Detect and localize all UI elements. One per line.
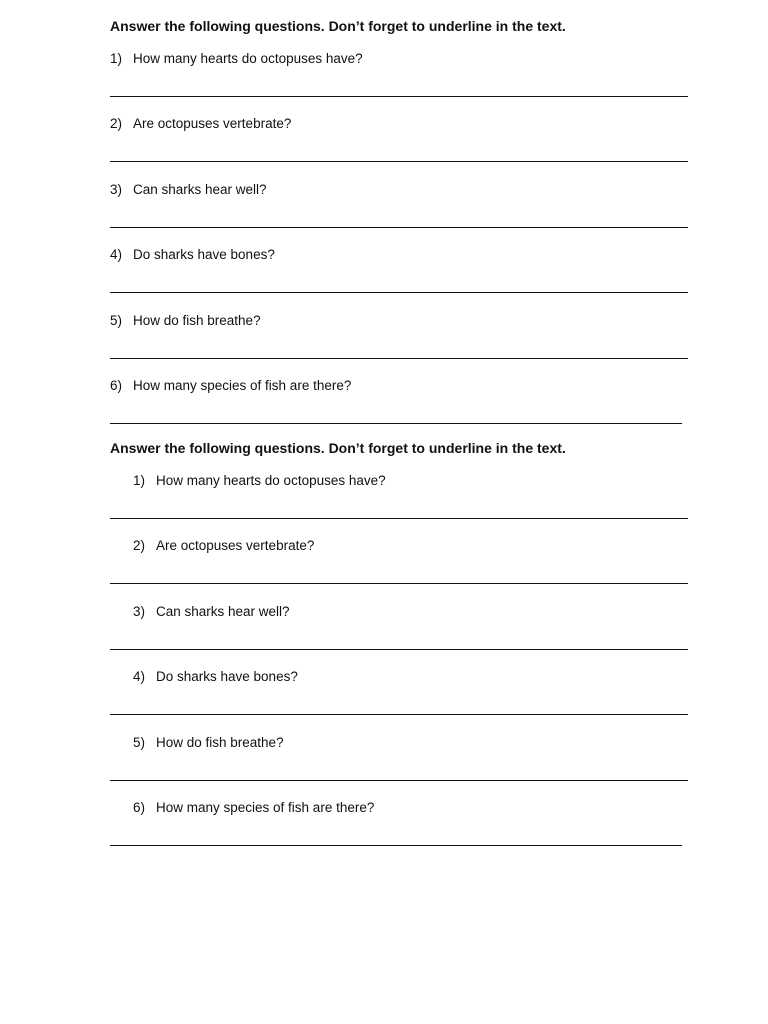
question-item [110, 522, 690, 587]
question-item [110, 231, 690, 296]
question-number: 6) [110, 377, 123, 393]
question-text [133, 734, 284, 751]
question-item [110, 457, 690, 522]
answer-line[interactable] [110, 714, 688, 715]
question-number: 4) [133, 669, 146, 685]
instruction-heading: Answer the following questions. Don’t forget to underline in the text. [110, 440, 566, 456]
question-number: 3) [110, 181, 123, 197]
question-item [110, 35, 690, 100]
answer-line[interactable] [110, 161, 688, 162]
question-number: 2) [110, 116, 123, 132]
question-label: Are octopuses vertebrate? [156, 538, 315, 554]
answer-line[interactable] [110, 583, 688, 584]
answer-line[interactable] [110, 845, 682, 846]
question-label: How many hearts do octopuses have? [156, 473, 386, 488]
question-label: Are octopuses vertebrate? [133, 116, 292, 132]
question-label: Do sharks have bones? [133, 247, 275, 263]
answer-line[interactable] [110, 423, 682, 424]
question-label: How many hearts do octopuses have? [133, 51, 363, 66]
question-text [110, 377, 351, 394]
question-label: How many species of fish are there? [133, 377, 352, 393]
answer-line[interactable] [110, 780, 688, 781]
question-text [110, 50, 363, 67]
question-item [110, 362, 690, 427]
question-label: Can sharks hear well? [156, 603, 290, 619]
question-text [110, 181, 267, 198]
question-number: 4) [110, 247, 123, 263]
question-number: 6) [133, 799, 146, 815]
question-item [110, 653, 690, 718]
question-item [110, 588, 690, 653]
worksheet-section-2 [110, 439, 690, 849]
answer-line[interactable] [110, 292, 688, 293]
question-list [110, 35, 690, 427]
question-number: 2) [133, 538, 146, 554]
question-text [133, 472, 386, 489]
answer-line[interactable] [110, 227, 688, 228]
question-text [133, 799, 374, 816]
question-item [110, 100, 690, 165]
question-item [110, 719, 690, 784]
question-text [110, 115, 291, 132]
question-number: 3) [133, 603, 146, 619]
question-item [110, 166, 690, 231]
worksheet-section-1 [110, 17, 690, 427]
question-label: How many species of fish are there? [156, 799, 375, 815]
question-text [110, 312, 261, 329]
answer-line[interactable] [110, 649, 688, 650]
question-text [133, 603, 290, 620]
question-label: Do sharks have bones? [156, 669, 298, 685]
question-list [110, 457, 690, 849]
question-label: Can sharks hear well? [133, 181, 267, 197]
question-text [110, 246, 275, 263]
question-number: 1) [110, 51, 123, 66]
question-item [110, 784, 690, 849]
question-item [110, 297, 690, 362]
question-number: 1) [133, 473, 146, 488]
answer-line[interactable] [110, 96, 688, 97]
question-text [133, 537, 314, 554]
question-number: 5) [133, 734, 146, 750]
instruction-heading: Answer the following questions. Don’t forget to underline in the text. [110, 18, 566, 34]
answer-line[interactable] [110, 518, 688, 519]
question-text [133, 668, 298, 685]
question-label: How do fish breathe? [133, 312, 261, 328]
question-number: 5) [110, 312, 123, 328]
answer-line[interactable] [110, 358, 688, 359]
question-label: How do fish breathe? [156, 734, 284, 750]
